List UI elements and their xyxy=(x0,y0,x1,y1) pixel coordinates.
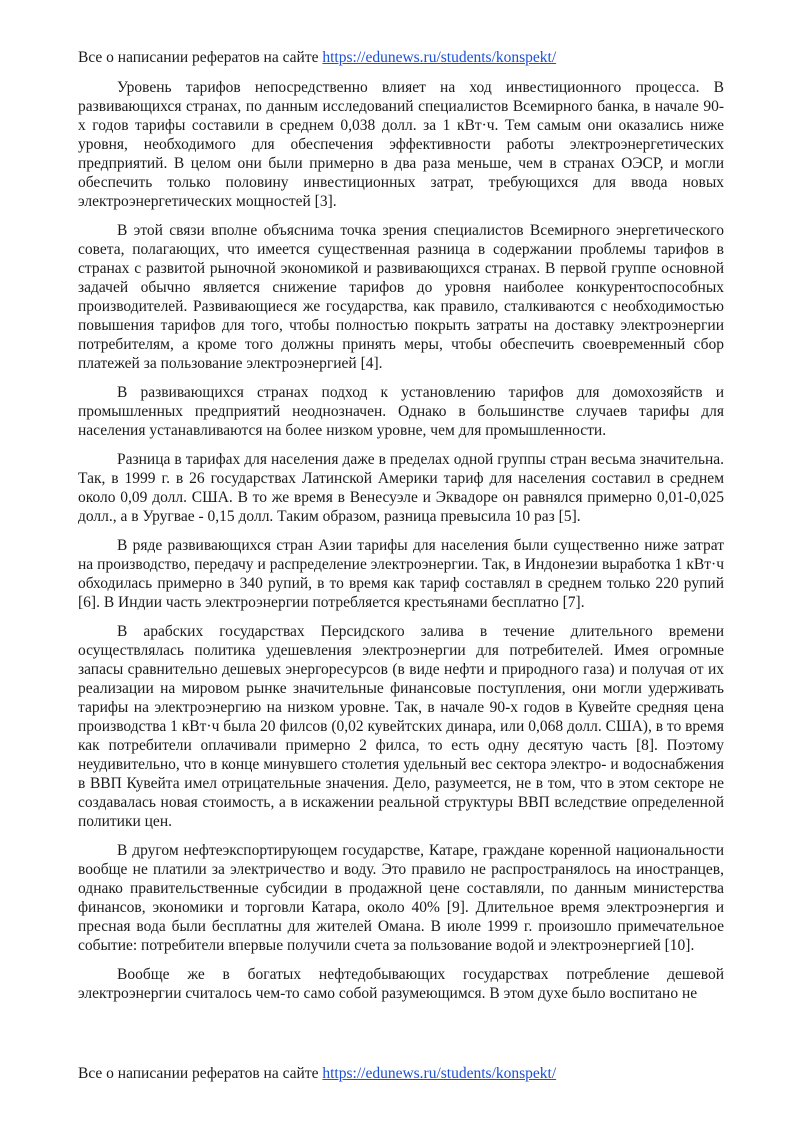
paragraph-5: В ряде развивающихся стран Азии тарифы для населения были существенно ниже затрат на производство, передачу и распределение электроэнергии. Так, в Индонезии выработка 1 кВт·ч обходилась примерно в 340 рупий, в то время как тариф составлял в среднем только 220 рупий [6]. В Индии часть электроэнергии потребляется крестьянами бесплатно [7]. xyxy=(78,537,724,611)
footer-text: Все о написании рефератов на сайте xyxy=(78,1065,323,1082)
paragraph-4: Разница в тарифах для населения даже в пределах одной группы стран весьма значительна. Так, в 1999 г. в 26 государствах Латинской Америки тариф для населения составил в среднем около 0,09 долл. США. В то же время в Венесуэле и Эквадоре он равнялся примерно 0,01-0,025 долл., а в Уругвае - 0,15 долл. Таким образом, разница превысила 10 раз [5]. xyxy=(78,451,724,525)
paragraph-8: Вообще же в богатых нефтедобывающих государствах потребление дешевой электроэнергии считалось чем-то само собой разумеющимся. В этом духе было воспитано не xyxy=(78,966,724,1002)
paragraph-1: Уровень тарифов непосредственно влияет на ход инвестиционного процесса. В развивающихся странах, по данным исследований специалистов Всемирного банка, в начале 90-х годов тарифы составили в среднем 0,038 долл. за 1 кВт·ч. Тем самым они оказались ниже уровня, необходимого для обеспечения эффективности работы электроэнергетических предприятий. В целом они были примерно в два раза меньше, чем в странах ОЭСР, и могли обеспечить только половину инвестиционных затрат, требующихся для ввода новых электроэнергетических мощностей [3]. xyxy=(78,79,724,210)
paragraph-7: В другом нефтеэкспортирующем государстве, Катаре, граждане коренной национальности вообще не платили за электричество и воду. Это правило не распространялось на иностранцев, однако правительственные субсидии в продажной цене составляли, по данным министерства финансов, экономики и торговли Катара, около 40% [9]. Длительное время электроэнергия и пресная вода были бесплатны для жителей Омана. В июле 1999 г. произошло примечательное событие: потребители впервые получили счета за пользование водой и электроэнергией [10]. xyxy=(78,842,724,954)
document-body xyxy=(78,78,724,1013)
paragraph-3: В развивающихся странах подход к установлению тарифов для домохозяйств и промышленных предприятий неоднозначен. Однако в большинстве случаев тарифы для населения устанавливаются на более низком уровне, чем для промышленности. xyxy=(78,384,724,439)
header-text: Все о написании рефератов на сайте xyxy=(78,49,323,66)
page-header xyxy=(78,48,556,68)
paragraph-2: В этой связи вполне объяснима точка зрения специалистов Всемирного энергетического совета, полагающих, что имеется существенная разница в содержании проблемы тарифов в странах с развитой рыночной экономикой и развивающихся странах. В первой группе основной задачей обычно является снижение тарифов до уровня наиболее конкурентоспособных производителей. Развивающиеся же государства, как правило, сталкиваются с необходимостью повышения тарифов для того, чтобы полностью покрыть затраты на доставку электроэнергии потребителям, а кроме того должны принять меры, чтобы обеспечить своевременный сбор платежей за пользование электроэнергией [4]. xyxy=(78,222,724,372)
paragraph-6: В арабских государствах Персидского залива в течение длительного времени осуществлялась политика удешевления электроэнергии для потребителей. Имея огромные запасы сравнительно дешевых энергоресурсов (в виде нефти и природного газа) и получая от их реализации на мировом рынке значительные финансовые поступления, они могли удерживать тарифы на электроэнергию на низком уровне. Так, в начале 90-х годов в Кувейте средняя цена производства 1 кВт·ч была 20 филсов (0,02 кувейтских динара, или 0,068 долл. США), в то время как потребители оплачивали примерно 2 филса, то есть одну десятую часть [8]. Поэтому неудивительно, что в конце минувшего столетия удельный вес сектора электро- и водоснабжения в ВВП Кувейта имел отрицательные значения. Дело, разумеется, не в том, что в этом секторе не создавалась новая стоимость, а в искажении реальной структуры ВВП вследствие определенной политики цен. xyxy=(78,623,724,830)
footer-link[interactable]: https://edunews.ru/students/konspekt/ xyxy=(322,1065,557,1082)
page-footer xyxy=(78,1064,556,1084)
header-link[interactable]: https://edunews.ru/students/konspekt/ xyxy=(322,49,557,66)
